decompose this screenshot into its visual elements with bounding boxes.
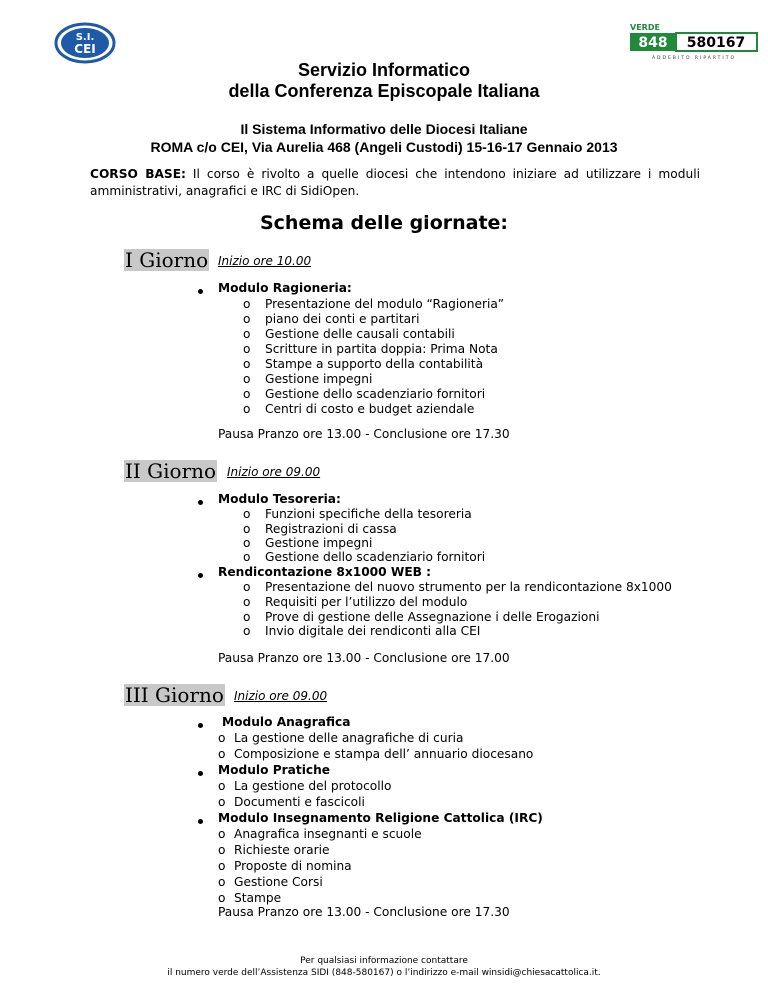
list-item: o Composizione e stampa dell’ annuario diocesano (218, 747, 534, 761)
list-item: o Gestione Corsi (218, 875, 323, 889)
list-item: o piano dei conti e partitari (243, 312, 420, 326)
list-item: o Prove di gestione delle Assegnazione i delle Erogazioni (243, 610, 600, 624)
list-item: o Scritture in partita doppia: Prima Nota (243, 342, 498, 356)
module-title: Modulo Anagrafica (222, 715, 351, 729)
numero-verde-logo (630, 22, 758, 60)
list-item: o Stampe a supporto della contabilità (243, 357, 484, 371)
day-3-start: Inizio ore 09.00 (234, 689, 328, 703)
bullet-dot (198, 289, 203, 294)
bullet-dot (198, 500, 203, 505)
bullet-dot (198, 573, 203, 578)
title-line2: della Conferenza Episcopale Italiana (228, 81, 540, 101)
list-item: o Stampe (218, 891, 282, 905)
bullet-dot (198, 819, 203, 824)
sicei-logo-top: S.I. (75, 32, 95, 43)
intro-paragraph (90, 166, 700, 200)
verde-number-b: 580167 (686, 35, 746, 51)
footer-line1: Per qualsiasi informazione contattare (300, 956, 468, 966)
list-item: o Richieste orarie (218, 843, 330, 857)
schema-title: Schema delle giornate: (259, 212, 509, 234)
sicei-logo (54, 22, 116, 64)
title-line1: Servizio Informatico (297, 60, 471, 80)
list-item: o Centri di costo e budget aziendale (243, 402, 475, 416)
list-item: o Gestione delle causali contabili (243, 327, 455, 341)
list-item: o Requisiti per l’utilizzo del modulo (243, 595, 468, 609)
day-3-title: III Giorno (125, 683, 224, 707)
bullet-dot (198, 771, 203, 776)
module-title: Modulo Tesoreria: (218, 492, 341, 506)
list-item: o Gestione dello scadenziario fornitori (243, 387, 486, 401)
day-2-title: II Giorno (125, 459, 217, 483)
list-item: o Gestione impegni (243, 536, 373, 550)
module-title: Rendicontazione 8x1000 WEB : (218, 565, 432, 579)
sicei-logo-bottom: CEI (74, 42, 96, 56)
list-item: o La gestione delle anagrafiche di curia (218, 731, 464, 745)
list-item: o Registrazioni di cassa (243, 522, 397, 536)
list-item: o Presentazione del modulo “Ragioneria” (243, 297, 505, 311)
list-item: o Proposte di nomina (218, 859, 352, 873)
verde-number-a: 848 (638, 35, 668, 51)
intro-text: Il corso è rivolto a quelle diocesi che intendono iniziare ad utilizzare i moduli amministrativi, anagrafici e IRC di SidiOpen. (90, 167, 700, 198)
intro-label: CORSO BASE: (90, 167, 186, 181)
list-item: o Invio digitale dei rendiconti alla CEI (243, 624, 481, 638)
list-item: o Presentazione del nuovo strumento per la rendicontazione 8x1000 (243, 580, 672, 594)
module-title: Modulo Ragioneria: (218, 281, 352, 295)
bullet-dot (198, 723, 203, 728)
day-1-start: Inizio ore 10.00 (218, 254, 312, 268)
subtitle-line2: ROMA c/o CEI, Via Aurelia 468 (Angeli Custodi) 15-16-17 Gennaio 2013 (150, 139, 618, 155)
day-3-pause: Pausa Pranzo ore 13.00 - Conclusione ore 17.30 (218, 905, 510, 919)
list-item: o Funzioni specifiche della tesoreria (243, 507, 472, 521)
verde-sub: ADDEBITO RIPARTITO (651, 56, 737, 60)
list-item: o Anagrafica insegnanti e scuole (218, 827, 422, 841)
day-2-start: Inizio ore 09.00 (227, 465, 321, 479)
module-title: Modulo Pratiche (218, 763, 331, 777)
subtitle-line1: Il Sistema Informativo delle Diocesi Italiane (240, 121, 528, 137)
list-item: o La gestione del protocollo (218, 779, 392, 793)
day-1-pause: Pausa Pranzo ore 13.00 - Conclusione ore 17.30 (218, 427, 510, 441)
list-item: o Gestione impegni (243, 372, 373, 386)
verde-label: VERDE (630, 23, 660, 32)
day-2-pause: Pausa Pranzo ore 13.00 - Conclusione ore 17.00 (218, 651, 510, 665)
list-item: o Gestione dello scadenziario fornitori (243, 550, 486, 564)
footer-line2: il numero verde dell’Assistenza SIDI (848-580167) o l’indirizzo e-mail winsidi@chiesacattolica.it. (167, 968, 601, 978)
module-title: Modulo Insegnamento Religione Cattolica (IRC) (218, 811, 543, 825)
day-1-title: I Giorno (125, 248, 209, 272)
list-item: o Documenti e fascicoli (218, 795, 365, 809)
